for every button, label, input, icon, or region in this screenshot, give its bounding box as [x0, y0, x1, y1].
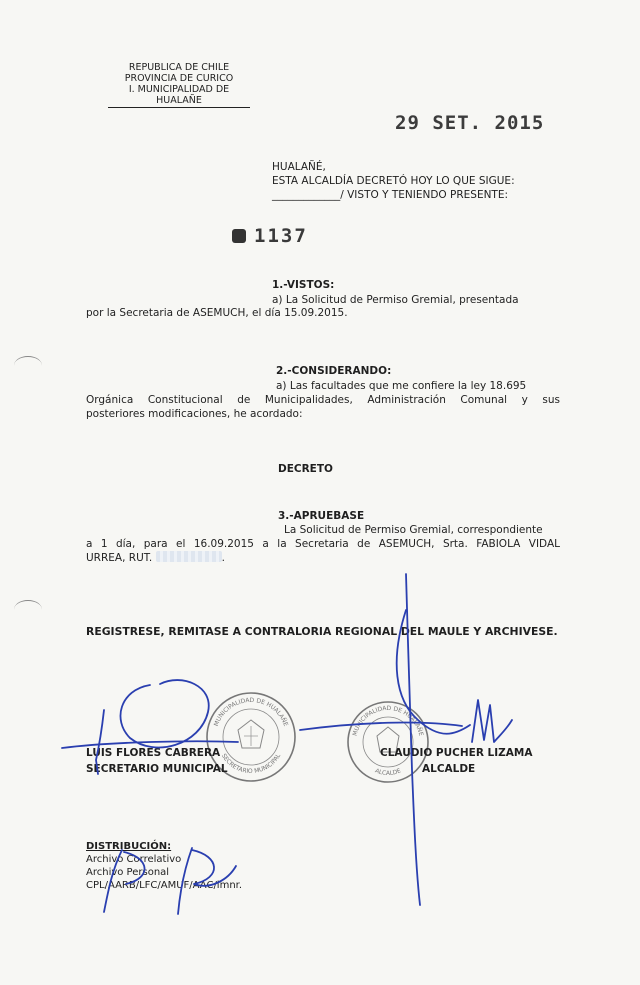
distribution [86, 840, 242, 892]
ink-blot [232, 229, 246, 243]
place-line: HUALAÑÉ, [272, 161, 326, 173]
margin-mark-bottom [14, 600, 42, 619]
vistos-text-2: por la Secretaria de ASEMUCH, el día 15.09.2015. [86, 307, 348, 319]
considerando-text-1: a) Las facultades que me confiere la ley 18.695 [276, 380, 527, 392]
right-signature-flourish [472, 700, 512, 742]
right-signatory-title: ALCALDE [422, 763, 476, 775]
right-signatory [380, 745, 532, 777]
left-seal-bottom-text: SECRETARIO MUNICIPAL [219, 752, 283, 776]
rut-label: URREA, RUT. [86, 552, 153, 564]
right-signatory-name: CLAUDIO PUCHER LIZAMA [380, 747, 533, 759]
right-seal-top-text: MUNICIPALIDAD DE HUALAÑE [351, 704, 425, 737]
decree-number-stamp [232, 225, 308, 247]
letterhead [108, 62, 250, 108]
vistos-text-1: a) La Solicitud de Permiso Gremial, presentada [272, 294, 519, 306]
distribution-heading: DISTRIBUCIÓN: [86, 841, 172, 852]
right-seal-bottom-text: ALCALDE [373, 767, 403, 778]
preamble [272, 160, 552, 202]
visto-line: _____________/ VISTO Y TENIENDO PRESENTE: [272, 189, 509, 201]
rut-end: . [221, 552, 225, 564]
letterhead-line-3: I. MUNICIPALIDAD DE HUALAÑE [108, 84, 250, 108]
redacted-rut [156, 551, 222, 562]
apruebase-text-1: La Solicitud de Permiso Gremial, correspondiente [284, 524, 543, 536]
vistos-heading: 1.-VISTOS: [272, 279, 335, 291]
apruebase-text-2: a 1 día, para el 16.09.2015 a la Secretaria de ASEMUCH, Srta. FABIOLA VIDAL [86, 538, 560, 550]
left-signature-stroke [120, 680, 208, 747]
left-signatory-name: LUIS FLORES CABRERA [86, 747, 221, 759]
apruebase-heading: 3.-APRUEBASE [278, 510, 365, 522]
margin-mark-top [14, 356, 42, 375]
letterhead-line-1: REPUBLICA DE CHILE [128, 62, 230, 73]
considerando-heading: 2.-CONSIDERANDO: [276, 365, 392, 377]
letterhead-line-2: PROVINCIA DE CURICO [124, 73, 234, 84]
decree-number: 1137 [254, 225, 308, 247]
considerando-text-2: Orgánica Constitucional de Municipalidades, Administración Comunal y sus [86, 394, 560, 406]
left-seal-top-text: MUNICIPALIDAD DE HUALAÑE [212, 696, 290, 728]
left-signatory-title: SECRETARIO MUNICIPAL [86, 763, 228, 775]
apruebase-text-3 [86, 551, 225, 565]
decreto-heading: DECRETO [278, 463, 333, 475]
date-stamp: 29 SET. 2015 [395, 112, 545, 134]
registrese-line: REGISTRESE, REMITASE A CONTRALORIA REGIONAL DEL MAULE Y ARCHIVESE. [86, 625, 558, 638]
distribution-item-1: Archivo Correlativo [86, 854, 182, 865]
decree-line: ESTA ALCALDÍA DECRETÓ HOY LO QUE SIGUE: [272, 175, 515, 187]
distribution-item-3: CPL/AARB/LFC/AMUF/AAC/imnr. [86, 880, 243, 891]
considerando-text-3: posteriores modificaciones, he acordado: [86, 408, 303, 420]
left-signatory [86, 745, 228, 777]
distribution-item-2: Archivo Personal [86, 867, 170, 878]
